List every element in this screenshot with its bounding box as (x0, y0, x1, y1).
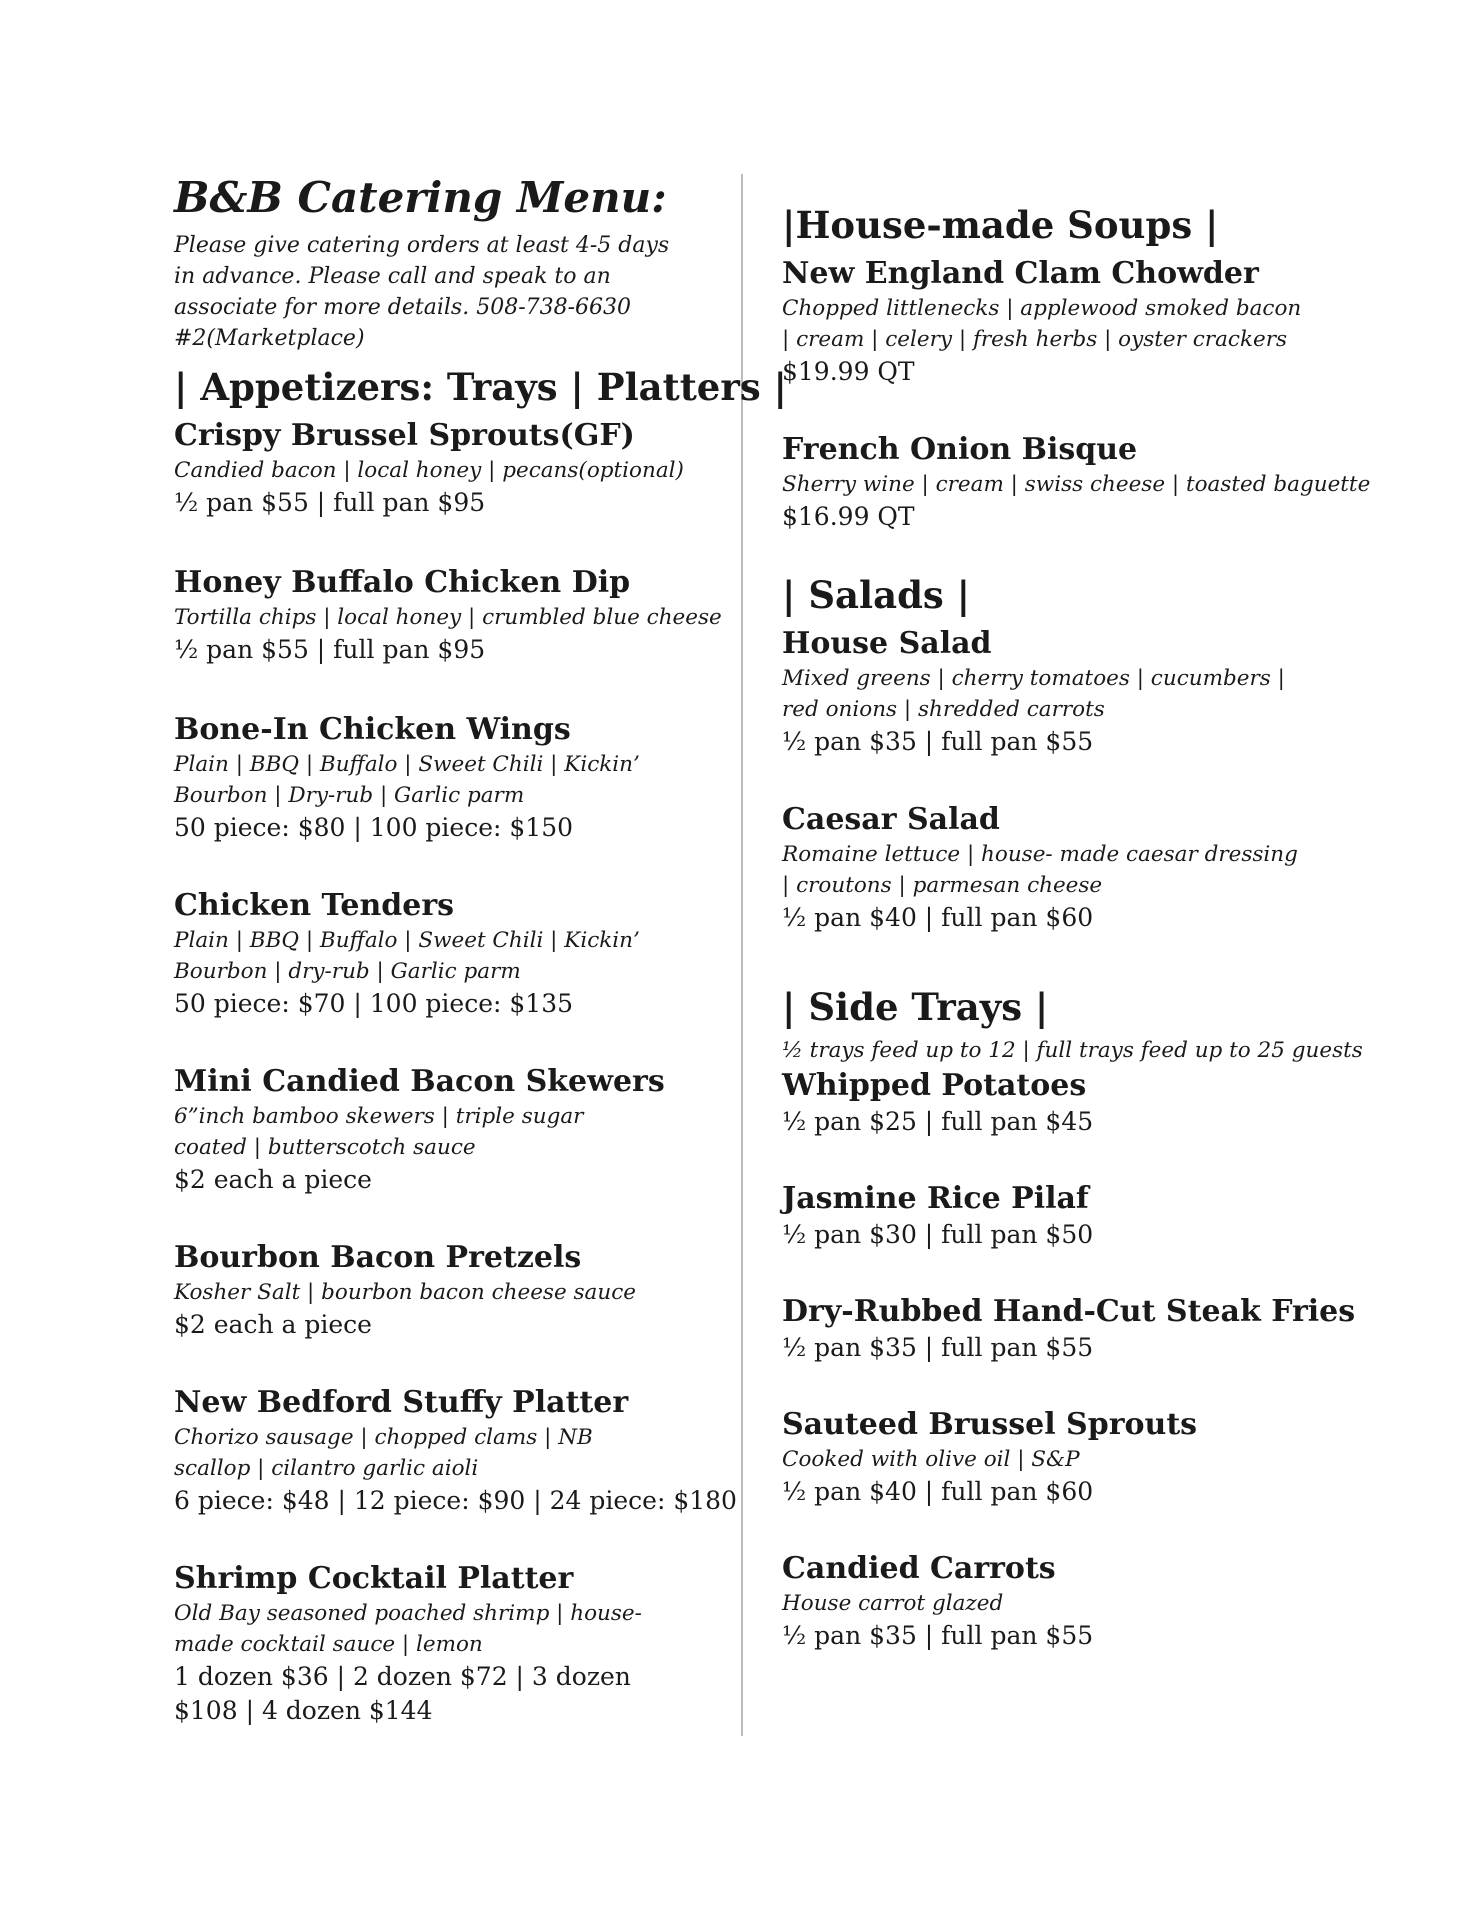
menu-item-crispy-brussel-sprouts (174, 417, 734, 520)
item-desc: Plain | BBQ | Buffalo | Sweet Chili | Kickin’ Bourbon | dry-rub | Garlic parm (174, 928, 640, 984)
item-price: ½ pan $55 | full pan $95 (174, 635, 486, 664)
item-name: Caesar Salad (782, 802, 1000, 837)
item-price: ½ pan $35 | full pan $55 (782, 1333, 1094, 1362)
salads-heading: | Salads | (782, 573, 971, 617)
item-name: New England Clam Chowder (782, 256, 1259, 291)
soups-heading: |House-made Soups | (782, 203, 1219, 247)
item-name: Candied Carrots (782, 1551, 1056, 1586)
side-trays-note: ½ trays feed up to 12 | full trays feed up to 25 guests (782, 1038, 1363, 1063)
menu-item-bone-in-chicken-wings (174, 711, 714, 845)
item-name: Crispy Brussel Sprouts(GF) (174, 418, 635, 453)
menu-item-caesar-salad (782, 801, 1302, 935)
item-desc: Kosher Salt | bourbon bacon cheese sauce (174, 1280, 636, 1305)
item-name: New Bedford Stuffy Platter (174, 1385, 629, 1420)
menu-item-steak-fries (782, 1293, 1356, 1365)
menu-item-shrimp-cocktail-platter (174, 1560, 694, 1728)
item-desc: Chorizo sausage | chopped clams | NB scallop | cilantro garlic aioli (174, 1425, 593, 1481)
item-name: Bourbon Bacon Pretzels (174, 1240, 582, 1275)
item-name: Mini Candied Bacon Skewers (174, 1064, 665, 1099)
menu-item-candied-carrots (782, 1550, 1342, 1653)
item-price: ½ pan $40 | full pan $60 (782, 903, 1094, 932)
menu-item-french-onion-bisque (782, 431, 1371, 534)
item-price: ½ pan $35 | full pan $55 (782, 1621, 1094, 1650)
item-desc: Sherry wine | cream | swiss cheese | toasted baguette (782, 472, 1371, 497)
item-name: Whipped Potatoes (782, 1068, 1087, 1103)
item-name: French Onion Bisque (782, 432, 1138, 467)
menu-item-honey-buffalo-chicken-dip (174, 564, 734, 667)
side-trays-heading: | Side Trays | (782, 985, 1049, 1029)
item-price: ½ pan $35 | full pan $55 (782, 727, 1094, 756)
item-price: ½ pan $30 | full pan $50 (782, 1220, 1094, 1249)
menu-intro: Please give catering orders at least 4-5 days in advance. Please call and speak to an associate for more details. 508-738-6630 #2(Marketplace) (174, 233, 670, 351)
menu-item-whipped-potatoes (782, 1067, 1342, 1139)
item-price: 50 piece: $80 | 100 piece: $150 (174, 813, 573, 842)
menu-item-chicken-tenders (174, 887, 714, 1021)
item-name: Shrimp Cocktail Platter (174, 1561, 574, 1596)
menu-item-new-bedford-stuffy-platter (174, 1384, 737, 1518)
menu-item-new-england-clam-chowder (782, 255, 1302, 389)
menu-item-sauteed-brussel-sprouts (782, 1406, 1342, 1509)
item-name: House Salad (782, 626, 992, 661)
item-price: $2 each a piece (174, 1310, 372, 1339)
item-name: Sauteed Brussel Sprouts (782, 1407, 1198, 1442)
item-name: Chicken Tenders (174, 888, 455, 923)
item-desc: Mixed greens | cherry tomatoes | cucumbers | red onions | shredded carrots (782, 666, 1285, 722)
item-desc: Cooked with olive oil | S&P (782, 1447, 1080, 1472)
item-name: Dry-Rubbed Hand-Cut Steak Fries (782, 1294, 1356, 1329)
item-name: Jasmine Rice Pilaf (782, 1181, 1089, 1216)
item-price: 6 piece: $48 | 12 piece: $90 | 24 piece: $180 (174, 1486, 737, 1515)
item-desc: Tortilla chips | local honey | crumbled blue cheese (174, 605, 722, 630)
item-price: ½ pan $40 | full pan $60 (782, 1477, 1094, 1506)
item-desc: Chopped littlenecks | applewood smoked bacon | cream | celery | fresh herbs | oyster crackers (782, 296, 1302, 352)
item-desc: Candied bacon | local honey | pecans(optional) (174, 458, 684, 483)
menu-item-house-salad (782, 625, 1302, 759)
item-desc: Romaine lettuce | house- made caesar dressing | croutons | parmesan cheese (782, 842, 1298, 898)
item-price: $2 each a piece (174, 1165, 372, 1194)
item-price: $19.99 QT (782, 357, 915, 386)
item-name: Honey Buffalo Chicken Dip (174, 565, 631, 600)
menu-item-bourbon-bacon-pretzels (174, 1239, 734, 1342)
item-price: ½ pan $55 | full pan $95 (174, 488, 486, 517)
item-desc: House carrot glazed (782, 1591, 1004, 1616)
menu-item-jasmine-rice-pilaf (782, 1180, 1342, 1252)
appetizers-heading: | Appetizers: Trays | Platters | (174, 365, 787, 409)
item-name: Bone-In Chicken Wings (174, 712, 571, 747)
item-price: ½ pan $25 | full pan $45 (782, 1107, 1094, 1136)
item-price: $16.99 QT (782, 502, 915, 531)
item-price: 1 dozen $36 | 2 dozen $72 | 3 dozen $108 | 4 dozen $144 (174, 1662, 631, 1725)
menu-item-mini-candied-bacon-skewers (174, 1063, 665, 1197)
item-desc: Plain | BBQ | Buffalo | Sweet Chili | Kickin’ Bourbon | Dry-rub | Garlic parm (174, 752, 640, 808)
item-desc: Old Bay seasoned poached shrimp | house-made cocktail sauce | lemon (174, 1601, 642, 1657)
item-price: 50 piece: $70 | 100 piece: $135 (174, 989, 573, 1018)
menu-title: B&B Catering Menu: (174, 173, 667, 222)
item-desc: 6”inch bamboo skewers | triple sugar coated | butterscotch sauce (174, 1104, 584, 1160)
